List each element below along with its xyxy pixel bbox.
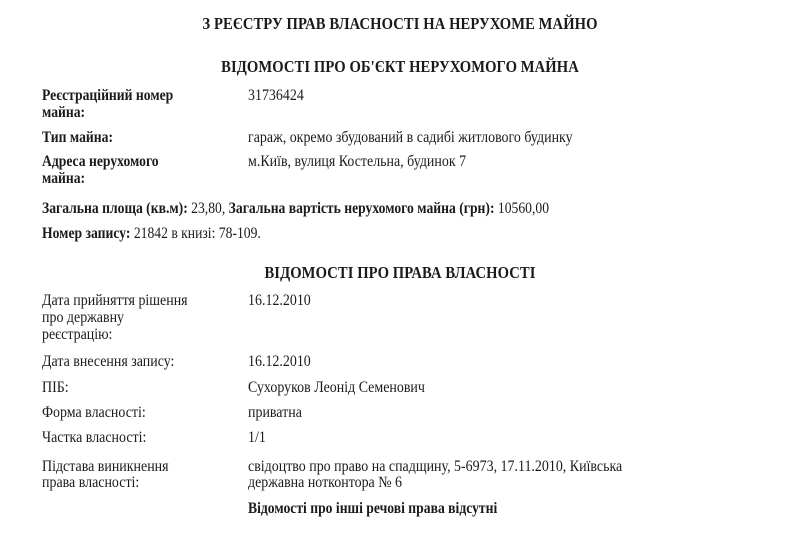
ownership-basis-label-line1: Підстава виникнення bbox=[42, 458, 169, 475]
object-section-heading: ВІДОМОСТІ ПРО ОБ'ЄКТ НЕРУХОМОГО МАЙНА bbox=[221, 57, 579, 76]
property-type-label: Тип майна: bbox=[42, 129, 113, 146]
cost-value: 10560,00 bbox=[494, 200, 550, 217]
entry-date-label: Дата внесення запису: bbox=[42, 353, 175, 370]
ownership-basis-value-line2: державна нотконтора № 6 bbox=[248, 474, 403, 491]
owner-name-label: ПІБ: bbox=[42, 379, 69, 396]
ownership-form-value: приватна bbox=[248, 404, 302, 421]
ownership-share-label: Частка власності: bbox=[42, 429, 147, 446]
property-type-value: гараж, окремо збудований в садибі житлового будинку bbox=[248, 129, 573, 146]
ownership-basis-label-line2: права власності: bbox=[42, 474, 140, 491]
record-number-label: Номер запису: bbox=[42, 225, 131, 242]
record-number-value: 21842 в книзі: 78-109. bbox=[130, 225, 261, 242]
registration-number-value: 31736424 bbox=[248, 87, 304, 104]
decision-date-label-line2: про державну bbox=[42, 309, 125, 326]
rights-section-heading: ВІДОМОСТІ ПРО ПРАВА ВЛАСНОСТІ bbox=[264, 263, 536, 282]
ownership-form-label: Форма власності: bbox=[42, 404, 146, 421]
cost-label: Загальна вартість нерухомого майна (грн): bbox=[228, 200, 495, 217]
decision-date-label-line3: реєстрацію: bbox=[42, 326, 113, 343]
document-title: З РЕЄСТРУ ПРАВ ВЛАСНОСТІ НА НЕРУХОМЕ МАЙНО bbox=[202, 14, 598, 33]
area-label: Загальна площа (кв.м): bbox=[42, 200, 188, 217]
address-label-line1: Адреса нерухомого bbox=[42, 153, 159, 170]
ownership-share-value: 1/1 bbox=[248, 429, 266, 446]
ownership-basis-value-line1: свідоцтво про право на спадщину, 5-6973, 17.11.2010, Київська bbox=[248, 458, 623, 475]
owner-name-value: Сухоруков Леонід Семенович bbox=[248, 379, 425, 396]
decision-date-label-line1: Дата прийняття рішення bbox=[42, 292, 188, 309]
decision-date-value: 16.12.2010 bbox=[248, 292, 311, 309]
address-value: м.Київ, вулиця Костельна, будинок 7 bbox=[248, 153, 467, 170]
entry-date-value: 16.12.2010 bbox=[248, 353, 311, 370]
other-rights-note: Відомості про інші речові права відсутні bbox=[248, 500, 498, 517]
area-cost-line bbox=[42, 200, 549, 217]
registration-number-label-line2: майна: bbox=[42, 104, 86, 121]
record-number-line bbox=[42, 225, 261, 242]
registration-number-label-line1: Реєстраційний номер bbox=[42, 87, 174, 104]
address-label-line2: майна: bbox=[42, 170, 86, 187]
area-value: 23,80, bbox=[187, 200, 229, 217]
